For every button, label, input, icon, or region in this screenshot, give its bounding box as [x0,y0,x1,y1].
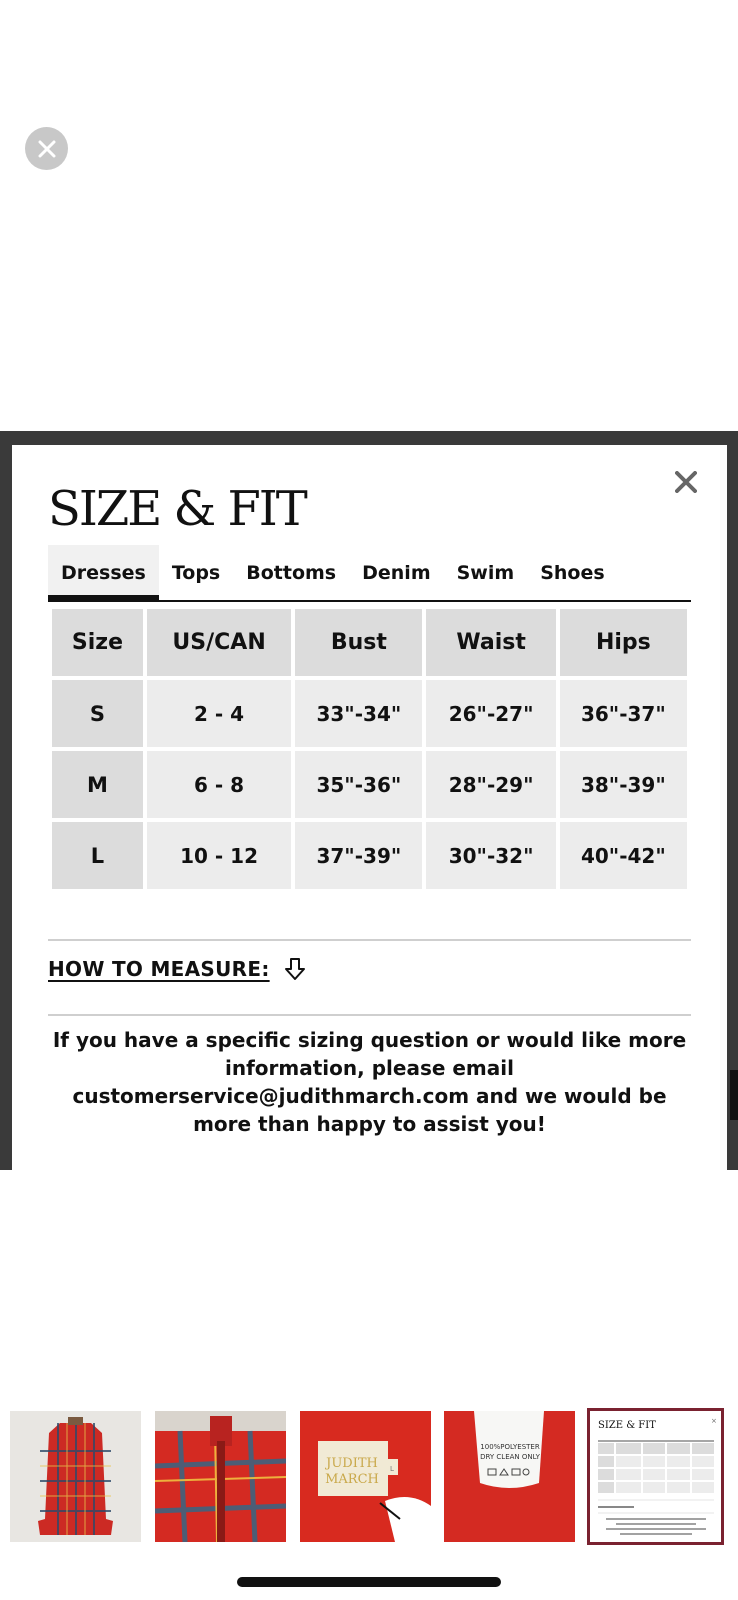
svg-text:100%POLYESTER: 100%POLYESTER [480,1443,540,1451]
table-cell: 28"-29" [426,751,555,818]
brand-label-image [300,1411,431,1542]
table-cell: 37"-39" [295,822,422,889]
sizing-help-note: If you have a specific sizing question or would like more information, please email customerservice@judithmarch.com and we would be more than happy to assist you! [52,1028,687,1136]
size-chart-mini-image [590,1411,721,1542]
divider [48,939,691,941]
coat-front-image [10,1411,141,1542]
modal-title: SIZE & FIT [48,481,306,537]
svg-text:×: × [711,1417,717,1425]
column-header: US/CAN [147,609,291,676]
svg-text:MARCH: MARCH [325,1472,379,1487]
table-cell: 6 - 8 [147,751,291,818]
table-row [52,822,687,889]
modal-close-button[interactable] [671,467,701,497]
svg-text:DRY CLEAN ONLY: DRY CLEAN ONLY [480,1453,540,1461]
table-cell: M [52,751,143,818]
table-cell: 36"-37" [560,680,687,747]
frame-edge [730,1070,738,1120]
table-cell: 30"-32" [426,822,555,889]
care-label-image [444,1411,575,1542]
thumbnail-coat-front[interactable] [10,1411,141,1542]
thumbnail-care-label[interactable] [444,1411,575,1542]
table-cell: 26"-27" [426,680,555,747]
table-cell: 40"-42" [560,822,687,889]
svg-text:JUDITH: JUDITH [326,1456,378,1471]
column-header: Hips [560,609,687,676]
svg-text:SIZE & FIT: SIZE & FIT [598,1420,656,1431]
svg-text:L: L [390,1465,394,1473]
thumbnail-strip [10,1411,728,1542]
divider [48,1014,691,1016]
close-x-icon [675,471,697,493]
arrow-down-icon [284,957,306,981]
viewer-close-button[interactable] [25,127,68,170]
tab-dresses[interactable]: Dresses [48,545,159,600]
tab-denim[interactable]: Denim [362,561,431,584]
coat-collar-image [155,1411,286,1542]
table-row [52,751,687,818]
tab-shoes[interactable]: Shoes [540,561,605,584]
column-header: Size [52,609,143,676]
home-indicator [237,1577,501,1587]
table-cell: 2 - 4 [147,680,291,747]
table-cell: S [52,680,143,747]
size-fit-modal [12,445,727,1170]
table-cell: 33"-34" [295,680,422,747]
tab-bottoms[interactable]: Bottoms [246,561,337,584]
table-cell: 10 - 12 [147,822,291,889]
thumbnail-size-chart[interactable] [590,1411,721,1542]
table-cell: L [52,822,143,889]
column-header: Waist [426,609,555,676]
tab-swim[interactable]: Swim [456,561,515,584]
how-to-measure-link[interactable] [48,957,306,981]
table-row [52,680,687,747]
table-cell: 38"-39" [560,751,687,818]
table-header-row [52,609,687,676]
column-header: Bust [295,609,422,676]
close-icon [38,140,56,158]
tab-tops[interactable]: Tops [171,561,221,584]
thumbnail-brand-label[interactable] [300,1411,431,1542]
size-tabs [48,545,691,602]
thumbnail-coat-collar[interactable] [155,1411,286,1542]
how-to-measure-label: HOW TO MEASURE: [48,957,270,981]
size-table [48,605,691,893]
table-cell: 35"-36" [295,751,422,818]
